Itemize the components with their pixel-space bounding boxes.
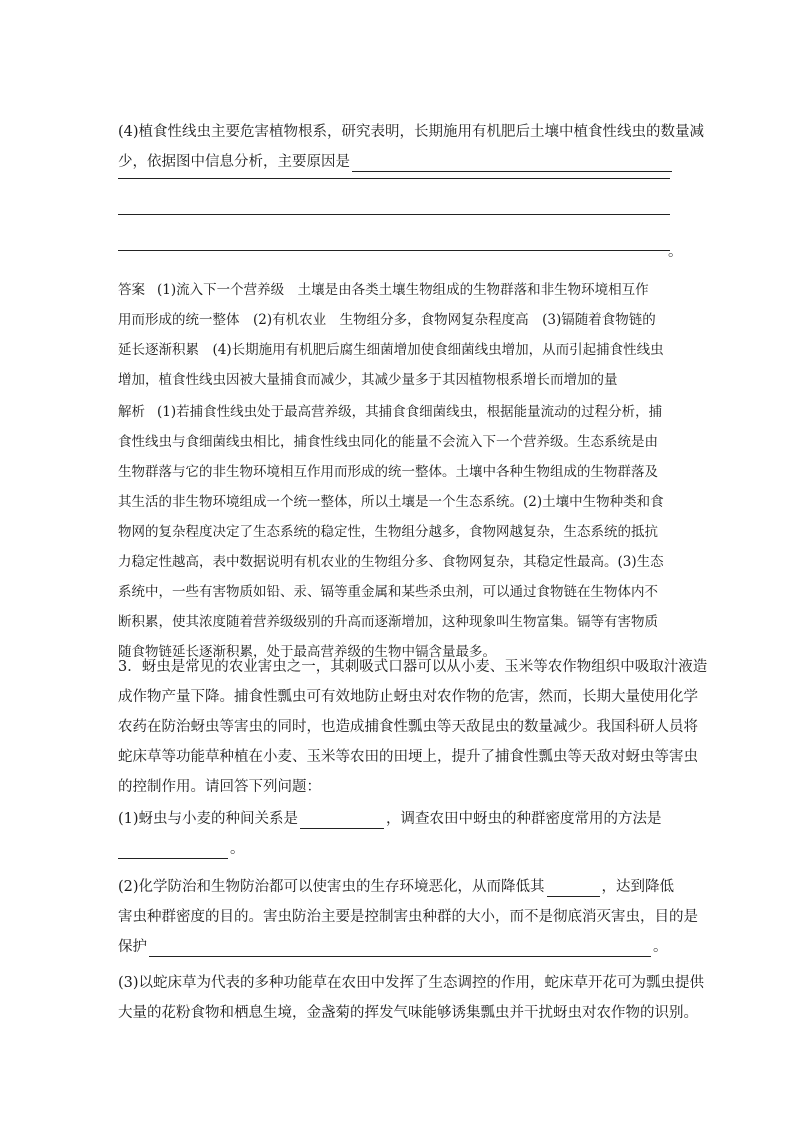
answer-label: 答案 [118, 282, 145, 299]
question-3-2-line-3 [118, 932, 674, 962]
answer-line-3: 延长逐渐积累 (4)长期施用有机肥后腐生细菌增加使食细菌线虫增加，从而引起捕食性线虫 [118, 342, 664, 359]
answer-section [118, 275, 674, 395]
question-3-3-line-2: 大量的花粉食物和栖息生境，金盏菊的挥发气味能够诱集瓢虫并干扰蚜虫对农作物的识别。 [118, 1005, 698, 1021]
question-4-line-1: (4)植食性线虫主要危害植物根系，研究表明，长期施用有机肥后土壤中植食性线虫的数量减 [118, 124, 705, 140]
answer-blank[interactable] [352, 153, 672, 172]
question-3-line-3: 农药在防治蚜虫等害虫的同时，也造成捕食性瓢虫等天敌昆虫的数量减少。我国科研人员将 [118, 719, 698, 735]
end-mark: 。 [230, 841, 245, 857]
question-4 [118, 117, 705, 177]
question-3-3 [118, 968, 705, 1028]
analysis-line-5: 物网的复杂程度决定了生态系统的稳定性，生物组分越多，食物网越复杂，生态系统的抵抗 [118, 524, 658, 541]
analysis-line-7: 系统中，一些有害物质如铅、汞、镉等重金属和某些杀虫剂，可以通过食物链在生物体内不 [118, 584, 658, 601]
question-3-2-text-b: ，达到降低 [601, 879, 674, 895]
question-3-line-5: 的控制作用。请回答下列问题： [118, 779, 321, 795]
question-3-1-line-2 [118, 834, 674, 864]
answer-blank[interactable] [547, 878, 600, 897]
analysis-line-1 [118, 397, 674, 427]
question-3-line-2: 成作物产量下降。捕食性瓢虫可有效地防止蚜虫对农作物的危害，然而，长期大量使用化学 [118, 689, 698, 705]
analysis-line-4: 其生活的非生物环境组成一个统一整体，所以土壤是一个生态系统。(2)土壤中生物种类和食 [118, 494, 664, 511]
answer-line-1 [118, 275, 674, 305]
question-3-line-4: 蛇床草等功能草种植在小麦、玉米等农田的田埂上，提升了捕食性瓢虫等天敌对蚜虫等害虫 [118, 749, 698, 765]
answer-line-2: 用而形成的统一整体 (2)有机农业 生物组分多，食物网复杂程度高 (3)镉随着食物链的 [118, 312, 656, 329]
answer-line-4: 增加，植食性线虫因被大量捕食而减少，其减少量多于其因植物根系增长而增加的量 [118, 372, 618, 389]
question-3-1 [118, 804, 674, 864]
end-mark: 。 [668, 244, 683, 260]
question-3-3-line-1: (3)以蛇床草为代表的多种功能草在农田中发挥了生态调控的作用，蛇床草开花可为瓢虫提供 [118, 975, 705, 991]
analysis-label: 解析 [118, 404, 145, 421]
answer-text: (1)流入下一个营养级 土壤是由各类土壤生物组成的生物群落和非生物环境相互作 [157, 282, 649, 299]
question-3 [118, 652, 708, 802]
analysis-line-2: 食性线虫与食细菌线虫相比，捕食性线虫同化的能量不会流入下一个营养级。生态系统是由 [118, 434, 658, 451]
answer-blank[interactable] [149, 938, 651, 957]
analysis-line-6: 力稳定性越高，表中数据说明有机农业的生物组分多、食物网复杂，其稳定性最高。(3)生态 [118, 554, 664, 571]
question-4-prompt: 少，依据图中信息分析，主要原因是 [118, 154, 350, 170]
answer-blank[interactable] [118, 840, 228, 859]
analysis-text: (1)若捕食性线虫处于最高营养级，其捕食食细菌线虫，根据能量流动的过程分析，捕 [157, 404, 663, 421]
analysis-line-8: 断积累，使其浓度随着营养级级别的升高而逐渐增加，这种现象叫生物富集。镉等有害物质 [118, 614, 658, 631]
question-3-2-line-1 [118, 872, 674, 902]
analysis-section [118, 397, 674, 667]
question-3-2-text-c: 保护 [118, 939, 147, 955]
analysis-line-9: 随食物链延长逐渐积累，处于最高营养级的生物中镉含量最多。 [118, 644, 496, 661]
end-mark: 。 [653, 939, 668, 955]
question-3-1-line-1 [118, 804, 674, 834]
question-3-1-text-a: (1)蚜虫与小麦的种间关系是 [118, 811, 299, 827]
question-3-2-line-2: 害虫种群密度的目的。害虫防治主要是控制害虫种群的大小，而不是彻底消灭害虫，目的是 [118, 909, 698, 925]
answer-blank-line[interactable] [118, 178, 670, 179]
question-3-1-text-b: ，调查农田中蚜虫的种群密度常用的方法是 [386, 811, 662, 827]
analysis-line-3: 生物群落与它的非生物环境相互作用而形成的统一整体。土壤中各种生物组成的生物群落及 [118, 464, 658, 481]
question-4-line-2 [118, 147, 674, 177]
answer-blank[interactable] [300, 810, 384, 829]
question-3-2-text-a: (2)化学防治和生物防治都可以使害虫的生存环境恶化，从而降低其 [118, 879, 545, 895]
answer-blank-line[interactable] [118, 214, 670, 215]
answer-blank-line[interactable] [118, 250, 670, 251]
question-3-2 [118, 872, 698, 962]
question-3-line-1: 3．蚜虫是常见的农业害虫之一，其刺吸式口器可以从小麦、玉米等农作物组织中吸取汁液造 [118, 659, 708, 675]
